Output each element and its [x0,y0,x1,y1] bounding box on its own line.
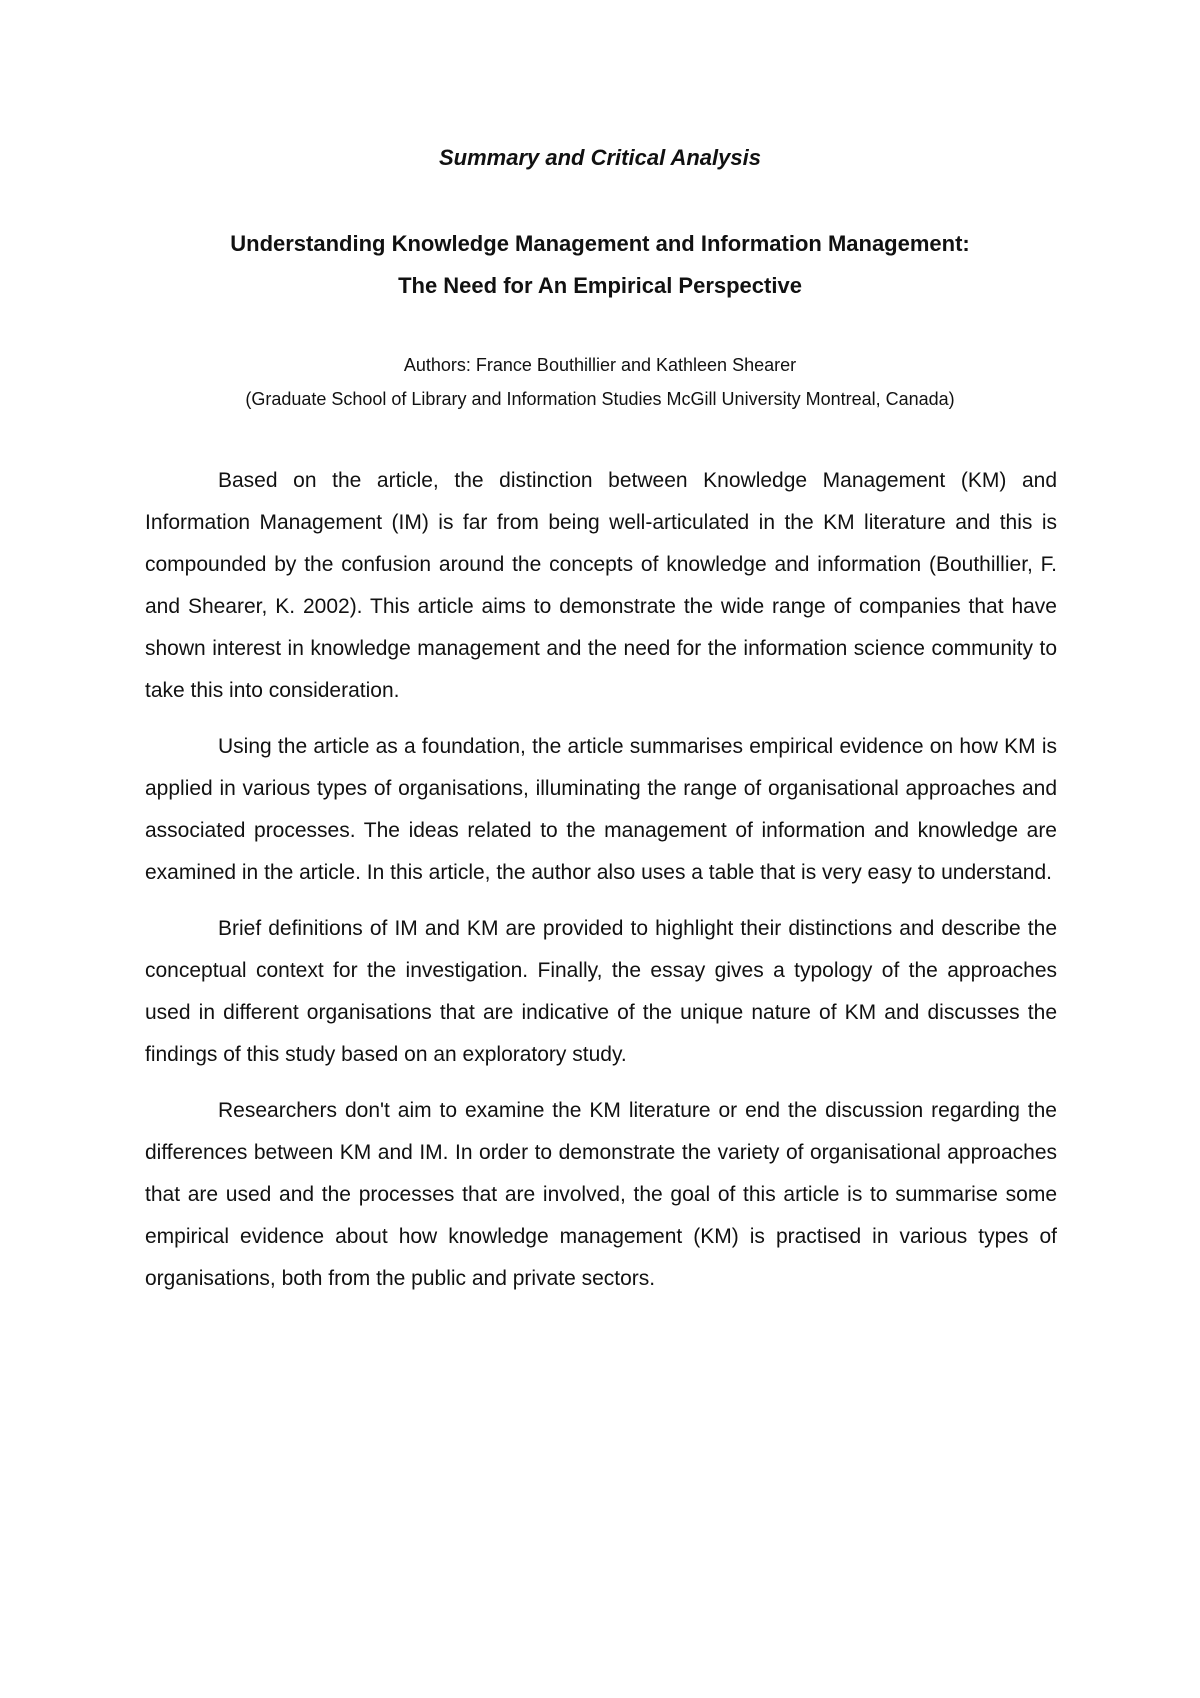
document-label: Summary and Critical Analysis [439,145,761,170]
article-title-line-2: The Need for An Empirical Perspective [398,273,802,298]
paragraph-2: Using the article as a foundation, the article summarises empirical evidence on how KM is applied in various types of organisations, illuminating the range of organisational approaches and associated processes. The ideas related to the management of information and knowledge are examined in the article. In this article, the author also uses a table that is very easy to understand. [145,735,1057,884]
paragraph-4: Researchers don't aim to examine the KM literature or end the discussion regarding the differences between KM and IM. In order to demonstrate the variety of organisational approaches that are used and the processes that are involved, the goal of this article is to summarise some empirical evidence about how knowledge management (KM) is practised in various types of organisations, both from the public and private sectors. [145,1099,1057,1290]
paragraph-3: Brief definitions of IM and KM are provided to highlight their distinctions and describe the conceptual context for the investigation. Finally, the essay gives a typology of the approaches used in different organisations that are indicative of the unique nature of KM and discusses the findings of this study based on an exploratory study. [145,917,1057,1066]
body-text [145,460,1057,1314]
authors-line: Authors: France Bouthillier and Kathleen Shearer [403,355,797,375]
affiliation-line: (Graduate School of Library and Information Studies McGill University Montreal, Canada) [245,389,955,409]
article-title-line-1: Understanding Knowledge Management and Information Management: [230,231,970,256]
paragraph-1: Based on the article, the distinction between Knowledge Management (KM) and Information Management (IM) is far from being well-articulated in the KM literature and this is compounded by the confusion around the concepts of knowledge and information (Bouthillier, F. and Shearer, K. 2002). This article aims to demonstrate the wide range of companies that have shown interest in knowledge management and the need for the information science community to take this into consideration. [145,469,1057,702]
